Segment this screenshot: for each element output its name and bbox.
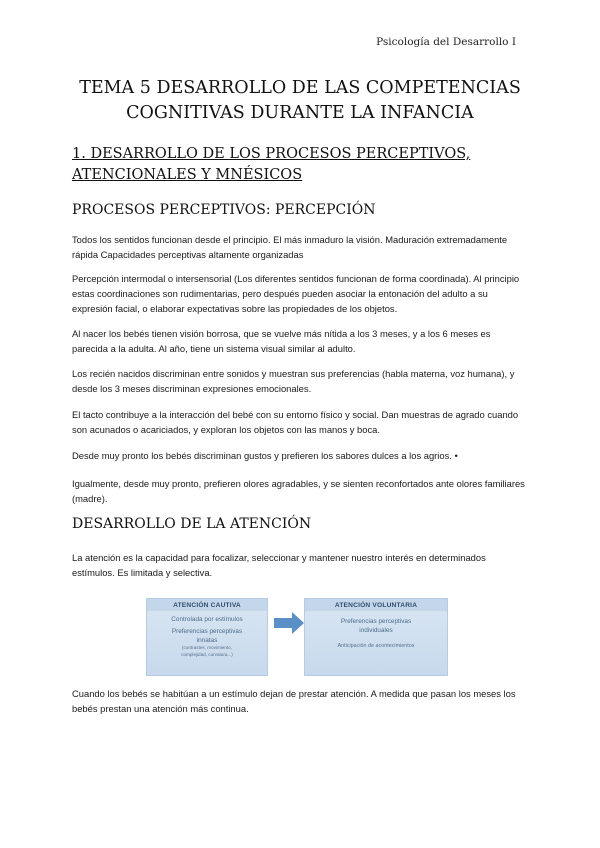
paragraph: Percepción intermodal o intersensorial (Los diferentes sentidos funcionan de forma coordinada). Al principio estas coordinaciones son rudimentarias, pero después pueden asociar la entonación del adulto a su expresión facial, o elaborar expectativas sobre las propiedades de los objetos. — [72, 273, 520, 314]
subsection-heading-attention: DESARROLLO DE LA ATENCIÓN — [72, 516, 312, 532]
page-title — [60, 76, 540, 126]
paragraph: Desde muy pronto los bebés discriminan gustos y prefieren los sabores dulces a los agrios. • — [72, 450, 458, 461]
section-heading-line-2: ATENCIONALES Y MNÉSICOS — [72, 167, 303, 183]
voluntary-attention-box — [304, 598, 448, 676]
paragraph: Igualmente, desde muy pronto, prefieren olores agradables, y se sienten reconfortados ante olores familiares (madre). — [72, 478, 525, 504]
section-heading-line-1: 1. DESARROLLO DE LOS PROCESOS PERCEPTIVOS, — [72, 146, 471, 162]
title-line-2: COGNITIVAS DURANTE LA INFANCIA — [126, 103, 474, 123]
paragraph: Los recién nacidos discriminan entre sonidos y muestran sus preferencias (habla materna, voz humana), y desde los 3 meses discriminan expresiones emocionales. — [72, 368, 515, 394]
voluntary-attention-line: individuales — [359, 627, 393, 634]
paragraph: Todos los sentidos funcionan desde el principio. El más inmaduro la visión. Maduración extremadamente rápida Capacidades perceptivas altamente organizadas — [72, 234, 508, 260]
section-heading — [72, 144, 492, 186]
subsection-heading-perception: PROCESOS PERCEPTIVOS: PERCEPCIÓN — [72, 202, 376, 218]
captive-attention-line: Controlada por estímulos — [171, 616, 243, 623]
captive-attention-detail: complejidad, curvatura...) — [181, 651, 233, 657]
captive-attention-line: innatas — [196, 637, 218, 644]
captive-attention-box — [146, 598, 268, 676]
captive-attention-line: Preferencias perceptivas — [171, 628, 243, 635]
voluntary-attention-title: ATENCIÓN VOLUNTARIA — [305, 599, 447, 611]
course-header: Psicología del Desarrollo I — [376, 36, 516, 48]
paragraph: Al nacer los bebés tienen visión borrosa, que se vuelve más nítida a los 3 meses, y a los 6 meses es parecida a la adulta. Al año, tiene un sistema visual similar al adulto. — [72, 328, 491, 354]
paragraph: Cuando los bebés se habitúan a un estímulo dejan de prestar atención. A medida que pasan los meses los bebés prestan una atención más continua. — [72, 688, 516, 714]
voluntary-attention-detail: Anticipación de acontecimientos — [337, 643, 415, 649]
title-line-1: TEMA 5 DESARROLLO DE LAS COMPETENCIAS — [79, 78, 521, 98]
paragraph: El tacto contribuye a la interacción del bebé con su entorno físico y social. Dan muestras de agrado cuando son acunados o acariciados, y exploran los objetos con las manos y boca. — [72, 409, 519, 435]
attention-diagram — [146, 598, 448, 676]
captive-attention-title: ATENCIÓN CAUTIVA — [147, 599, 267, 611]
paragraph: La atención es la capacidad para focalizar, seleccionar y mantener nuestro interés en determinados estímulos. Es limitada y selectiva. — [72, 552, 486, 578]
voluntary-attention-line: Preferencias perceptivas — [340, 618, 412, 625]
right-arrow-icon — [274, 612, 304, 634]
captive-attention-detail: (contrastes, movimiento, — [181, 645, 233, 650]
